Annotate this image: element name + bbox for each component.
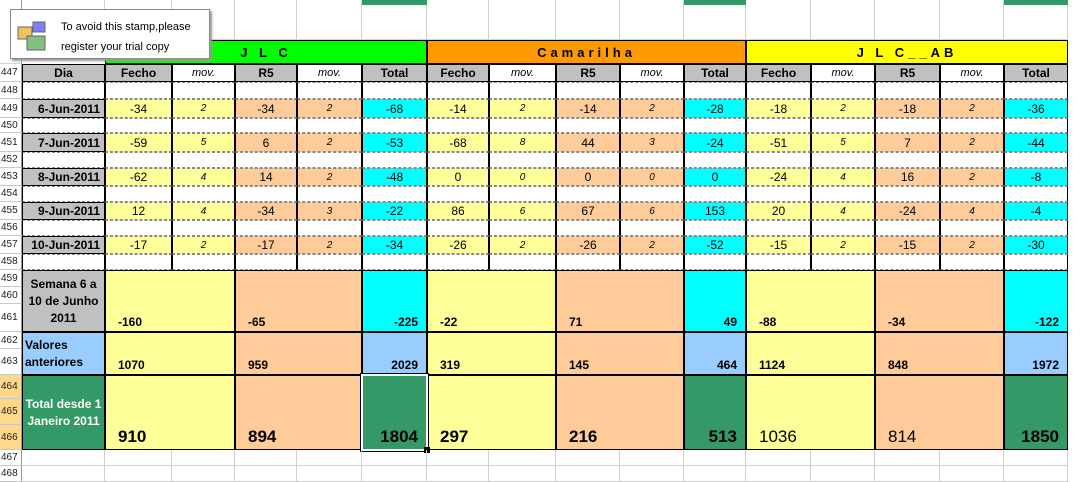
semana-value[interactable]: 71 <box>556 270 684 332</box>
header-fecho: Fecho <box>746 64 811 82</box>
value-cell[interactable]: -28 <box>684 99 746 118</box>
value-cell[interactable]: 4 <box>172 168 235 186</box>
value-cell[interactable]: 2 <box>172 236 235 254</box>
blank-cell[interactable] <box>22 82 105 99</box>
row-header-462[interactable]: 462 <box>0 332 22 349</box>
cell[interactable] <box>489 0 556 40</box>
value-cell[interactable]: 3 <box>620 133 684 152</box>
cell[interactable] <box>297 466 362 482</box>
blank-cell[interactable] <box>620 254 684 270</box>
cell[interactable] <box>746 0 811 40</box>
blank-cell[interactable] <box>620 152 684 168</box>
blank-cell[interactable] <box>105 82 172 99</box>
total_desde-value[interactable]: 1804 <box>362 375 427 450</box>
cell[interactable] <box>556 466 620 482</box>
value-cell[interactable]: -26 <box>556 236 620 254</box>
header-r5: R5 <box>556 64 620 82</box>
value-cell[interactable]: 3 <box>297 202 362 220</box>
blank-cell[interactable] <box>684 220 746 236</box>
blank-cell[interactable] <box>489 152 556 168</box>
blank-cell[interactable] <box>684 186 746 202</box>
blank-cell[interactable] <box>875 118 940 133</box>
value-cell[interactable]: -26 <box>427 236 489 254</box>
cell[interactable] <box>22 466 105 482</box>
blank-cell[interactable] <box>427 152 489 168</box>
group-header-1: J L C <box>105 40 427 64</box>
value-cell[interactable]: -14 <box>556 99 620 118</box>
row-header-456[interactable]: 456 <box>0 220 22 236</box>
blank-cell[interactable] <box>235 118 297 133</box>
value-cell[interactable]: 2 <box>297 133 362 152</box>
blank-cell[interactable] <box>684 118 746 133</box>
date-cell[interactable]: 10-Jun-2011 <box>22 236 105 254</box>
cell[interactable] <box>235 450 297 466</box>
blank-cell[interactable] <box>684 82 746 99</box>
value-cell[interactable]: 2 <box>940 168 1004 186</box>
value-cell[interactable]: 2 <box>297 99 362 118</box>
blank-cell[interactable] <box>556 82 620 99</box>
semana-value[interactable]: -22 <box>427 270 556 332</box>
cell[interactable] <box>875 0 940 40</box>
row-header-459[interactable]: 459 <box>0 270 22 287</box>
trial-stamp[interactable] <box>10 9 210 59</box>
semana-value[interactable]: -160 <box>105 270 235 332</box>
cell[interactable] <box>362 0 427 40</box>
blank-cell[interactable] <box>746 186 811 202</box>
value-cell[interactable]: 0 <box>684 168 746 186</box>
blank-cell[interactable] <box>940 118 1004 133</box>
blank-cell[interactable] <box>235 186 297 202</box>
blank-cell[interactable] <box>811 220 875 236</box>
date-cell[interactable]: 8-Jun-2011 <box>22 168 105 186</box>
blank-cell[interactable] <box>489 82 556 99</box>
value-cell[interactable]: -34 <box>235 202 297 220</box>
value-cell[interactable]: 0 <box>620 168 684 186</box>
row-header-451[interactable]: 451 <box>0 133 22 152</box>
value-cell[interactable]: -59 <box>105 133 172 152</box>
blank-cell[interactable] <box>875 220 940 236</box>
value-cell[interactable]: 2 <box>940 133 1004 152</box>
cell[interactable] <box>684 466 746 482</box>
blank-cell[interactable] <box>105 186 172 202</box>
blank-cell[interactable] <box>172 118 235 133</box>
value-cell[interactable]: 4 <box>811 202 875 220</box>
blank-cell[interactable] <box>297 220 362 236</box>
value-cell[interactable]: 5 <box>811 133 875 152</box>
blank-cell[interactable] <box>362 82 427 99</box>
header-mov: mov. <box>620 64 684 82</box>
anteriores-value[interactable]: 319 <box>427 332 556 375</box>
header-total: Total <box>362 64 427 82</box>
total_desde-label: Total desde 1 Janeiro 2011 <box>22 375 105 450</box>
value-cell[interactable]: 2 <box>489 99 556 118</box>
blank-cell[interactable] <box>297 152 362 168</box>
blank-cell[interactable] <box>746 118 811 133</box>
row-header-454[interactable]: 454 <box>0 186 22 202</box>
cell[interactable] <box>235 0 297 40</box>
cell <box>1004 0 1068 5</box>
total_desde-value[interactable]: 297 <box>427 375 556 450</box>
date-cell[interactable]: 6-Jun-2011 <box>22 99 105 118</box>
blank-cell[interactable] <box>875 254 940 270</box>
blank-cell[interactable] <box>22 254 105 270</box>
cell[interactable] <box>297 450 362 466</box>
header-fecho: Fecho <box>427 64 489 82</box>
value-cell[interactable]: 2 <box>620 236 684 254</box>
header-r5: R5 <box>875 64 940 82</box>
blank-cell[interactable] <box>940 254 1004 270</box>
value-cell[interactable]: 2 <box>811 236 875 254</box>
cell[interactable] <box>940 0 1004 40</box>
blank-cell[interactable] <box>620 220 684 236</box>
anteriores-value[interactable]: 464 <box>684 332 746 375</box>
blank-cell[interactable] <box>172 152 235 168</box>
anteriores-value[interactable]: 1124 <box>746 332 875 375</box>
group-header-3: J L C__AB <box>746 40 1068 64</box>
cell[interactable] <box>1004 450 1068 466</box>
cell[interactable] <box>684 0 746 40</box>
blank-cell[interactable] <box>105 152 172 168</box>
anteriores-value[interactable]: 848 <box>875 332 1004 375</box>
stamp-app-icon <box>17 18 53 54</box>
value-cell[interactable]: 2 <box>489 236 556 254</box>
group-header-2: Camarilha <box>427 40 746 64</box>
row-header-463[interactable]: 463 <box>0 349 22 375</box>
cell[interactable] <box>1004 0 1068 40</box>
value-cell[interactable]: 6 <box>489 202 556 220</box>
cell[interactable] <box>427 0 489 40</box>
blank-cell[interactable] <box>172 186 235 202</box>
blank-cell[interactable] <box>875 152 940 168</box>
stamp-line1: To avoid this stamp,please <box>61 21 191 33</box>
header-total: Total <box>684 64 746 82</box>
blank-cell[interactable] <box>746 152 811 168</box>
blank-cell[interactable] <box>22 186 105 202</box>
value-cell[interactable]: -18 <box>875 99 940 118</box>
blank-cell[interactable] <box>297 118 362 133</box>
value-cell[interactable]: -68 <box>362 99 427 118</box>
row-header-458[interactable]: 458 <box>0 254 22 270</box>
blank-cell[interactable] <box>235 220 297 236</box>
row-header-468[interactable]: 468 <box>0 466 22 482</box>
semana-label: Semana 6 a 10 de Junho 2011 <box>22 270 105 332</box>
blank-cell[interactable] <box>940 152 1004 168</box>
blank-cell[interactable] <box>22 152 105 168</box>
value-cell[interactable]: 2 <box>940 99 1004 118</box>
blank-cell[interactable] <box>811 118 875 133</box>
blank-cell[interactable] <box>940 220 1004 236</box>
header-dia: Dia <box>22 64 105 82</box>
value-cell[interactable]: 20 <box>746 202 811 220</box>
total_desde-value[interactable]: 513 <box>684 375 746 450</box>
value-cell[interactable]: 2 <box>620 99 684 118</box>
semana-value[interactable]: -122 <box>1004 270 1068 332</box>
value-cell[interactable]: -51 <box>746 133 811 152</box>
header-total: Total <box>1004 64 1068 82</box>
blank-cell[interactable] <box>1004 82 1068 99</box>
cell[interactable] <box>362 466 427 482</box>
cell[interactable] <box>556 450 620 466</box>
row-header-453[interactable]: 453 <box>0 168 22 186</box>
value-cell[interactable]: 44 <box>556 133 620 152</box>
cell[interactable] <box>1004 466 1068 482</box>
blank-cell[interactable] <box>105 118 172 133</box>
value-cell[interactable]: 6 <box>235 133 297 152</box>
blank-cell[interactable] <box>105 254 172 270</box>
row-header-448[interactable]: 448 <box>0 82 22 99</box>
cell[interactable] <box>22 450 105 466</box>
value-cell[interactable]: 2 <box>297 168 362 186</box>
value-cell[interactable]: -34 <box>105 99 172 118</box>
blank-cell[interactable] <box>235 82 297 99</box>
blank-cell[interactable] <box>684 254 746 270</box>
stamp-line2: register your trial copy <box>61 41 170 53</box>
blank-cell[interactable] <box>1004 254 1068 270</box>
anteriores-value[interactable]: 2029 <box>362 332 427 375</box>
cell[interactable] <box>105 466 172 482</box>
value-cell[interactable]: -53 <box>362 133 427 152</box>
row-header-447[interactable]: 447 <box>0 64 22 82</box>
anteriores-value[interactable]: 1070 <box>105 332 235 375</box>
cell[interactable] <box>620 466 684 482</box>
value-cell[interactable]: 0 <box>427 168 489 186</box>
value-cell[interactable]: -24 <box>875 202 940 220</box>
header-mov: mov. <box>811 64 875 82</box>
value-cell[interactable]: -18 <box>746 99 811 118</box>
cell[interactable] <box>746 450 811 466</box>
blank-cell[interactable] <box>362 152 427 168</box>
value-cell[interactable]: -17 <box>235 236 297 254</box>
date-cell[interactable]: 7-Jun-2011 <box>22 133 105 152</box>
row-header-455[interactable]: 455 <box>0 202 22 220</box>
total_desde-value[interactable]: 910 <box>105 375 235 450</box>
value-cell[interactable]: -34 <box>235 99 297 118</box>
blank-cell[interactable] <box>427 186 489 202</box>
blank-cell[interactable] <box>684 152 746 168</box>
total_desde-value[interactable]: 814 <box>875 375 1004 450</box>
header-mov: mov. <box>489 64 556 82</box>
cell[interactable] <box>620 450 684 466</box>
value-cell[interactable]: -34 <box>362 236 427 254</box>
blank-cell[interactable] <box>297 254 362 270</box>
row-header-449[interactable]: 449 <box>0 99 22 118</box>
blank-cell[interactable] <box>875 82 940 99</box>
cell <box>362 0 427 5</box>
value-cell[interactable]: -36 <box>1004 99 1068 118</box>
blank-cell[interactable] <box>235 152 297 168</box>
value-cell[interactable]: 6 <box>620 202 684 220</box>
value-cell[interactable]: -8 <box>1004 168 1068 186</box>
blank-cell[interactable] <box>362 118 427 133</box>
blank-cell[interactable] <box>620 118 684 133</box>
row-header-466[interactable]: 466 <box>0 425 22 450</box>
cell[interactable] <box>620 0 684 40</box>
value-cell[interactable]: 5 <box>172 133 235 152</box>
value-cell[interactable]: -52 <box>684 236 746 254</box>
value-cell[interactable]: 4 <box>172 202 235 220</box>
value-cell[interactable]: 153 <box>684 202 746 220</box>
total_desde-value[interactable]: 1036 <box>746 375 875 450</box>
semana-value[interactable]: 49 <box>684 270 746 332</box>
cell[interactable] <box>235 466 297 482</box>
row-header-465[interactable]: 465 <box>0 399 22 425</box>
cell[interactable] <box>489 450 556 466</box>
value-cell[interactable]: 2 <box>172 99 235 118</box>
value-cell[interactable]: -44 <box>1004 133 1068 152</box>
blank-cell[interactable] <box>489 254 556 270</box>
blank-cell[interactable] <box>22 118 105 133</box>
blank-cell[interactable] <box>1004 220 1068 236</box>
semana-value[interactable]: -88 <box>746 270 875 332</box>
blank-cell[interactable] <box>875 186 940 202</box>
value-cell[interactable]: -22 <box>362 202 427 220</box>
blank-cell[interactable] <box>620 186 684 202</box>
cell[interactable] <box>362 450 427 466</box>
blank-cell[interactable] <box>811 82 875 99</box>
cell[interactable] <box>556 0 620 40</box>
blank-cell[interactable] <box>556 152 620 168</box>
blank-cell[interactable] <box>811 152 875 168</box>
value-cell[interactable]: 16 <box>875 168 940 186</box>
value-cell[interactable]: 67 <box>556 202 620 220</box>
anteriores-value[interactable]: 145 <box>556 332 684 375</box>
total_desde-value[interactable]: 216 <box>556 375 684 450</box>
blank-cell[interactable] <box>427 82 489 99</box>
cell[interactable] <box>427 466 489 482</box>
blank-cell[interactable] <box>556 118 620 133</box>
value-cell[interactable]: -15 <box>875 236 940 254</box>
blank-cell[interactable] <box>811 186 875 202</box>
header-mov: mov. <box>172 64 235 82</box>
cell[interactable] <box>940 450 1004 466</box>
blank-cell[interactable] <box>1004 186 1068 202</box>
blank-cell[interactable] <box>362 220 427 236</box>
date-cell[interactable]: 9-Jun-2011 <box>22 202 105 220</box>
row-header-461[interactable]: 461 <box>0 304 22 332</box>
anteriores-label: Valores anteriores <box>22 332 105 375</box>
blank-cell[interactable] <box>620 82 684 99</box>
value-cell[interactable]: 86 <box>427 202 489 220</box>
blank-cell[interactable] <box>556 186 620 202</box>
total_desde-value[interactable]: 1850 <box>1004 375 1068 450</box>
blank-cell[interactable] <box>172 254 235 270</box>
value-cell[interactable]: 8 <box>489 133 556 152</box>
blank-cell[interactable] <box>172 220 235 236</box>
blank-cell[interactable] <box>556 254 620 270</box>
cell[interactable] <box>172 466 235 482</box>
value-cell[interactable]: -62 <box>105 168 172 186</box>
blank-cell[interactable] <box>297 82 362 99</box>
blank-cell[interactable] <box>489 220 556 236</box>
blank-cell[interactable] <box>362 254 427 270</box>
semana-value[interactable]: -225 <box>362 270 427 332</box>
value-cell[interactable]: 0 <box>489 168 556 186</box>
value-cell[interactable]: -68 <box>427 133 489 152</box>
cell[interactable] <box>811 450 875 466</box>
blank-cell[interactable] <box>746 220 811 236</box>
value-cell[interactable]: 7 <box>875 133 940 152</box>
row-header-450[interactable]: 450 <box>0 118 22 133</box>
value-cell[interactable]: -4 <box>1004 202 1068 220</box>
semana-value[interactable]: -65 <box>235 270 362 332</box>
blank-cell[interactable] <box>427 220 489 236</box>
blank-cell[interactable] <box>556 220 620 236</box>
semana-value[interactable]: -34 <box>875 270 1004 332</box>
blank-cell[interactable] <box>1004 152 1068 168</box>
blank-cell[interactable] <box>811 254 875 270</box>
row-header-457[interactable]: 457 <box>0 236 22 254</box>
blank-cell[interactable] <box>746 254 811 270</box>
cell <box>684 0 746 5</box>
row-header-464[interactable]: 464 <box>0 375 22 399</box>
anteriores-value[interactable]: 1972 <box>1004 332 1068 375</box>
cell[interactable] <box>746 466 811 482</box>
blank-cell[interactable] <box>297 186 362 202</box>
value-cell[interactable]: -17 <box>105 236 172 254</box>
cell[interactable] <box>172 450 235 466</box>
value-cell[interactable]: 0 <box>556 168 620 186</box>
blank-cell[interactable] <box>22 220 105 236</box>
cell[interactable] <box>684 450 746 466</box>
cell[interactable] <box>427 450 489 466</box>
cell[interactable] <box>489 466 556 482</box>
row-header-460[interactable]: 460 <box>0 287 22 304</box>
blank-cell[interactable] <box>105 220 172 236</box>
blank-cell[interactable] <box>940 186 1004 202</box>
value-cell[interactable]: 2 <box>940 236 1004 254</box>
value-cell[interactable]: -24 <box>684 133 746 152</box>
value-cell[interactable]: -15 <box>746 236 811 254</box>
value-cell[interactable]: 14 <box>235 168 297 186</box>
cell[interactable] <box>297 0 362 40</box>
value-cell[interactable]: -30 <box>1004 236 1068 254</box>
header-mov: mov. <box>940 64 1004 82</box>
blank-cell[interactable] <box>235 254 297 270</box>
value-cell[interactable]: 2 <box>297 236 362 254</box>
blank-cell[interactable] <box>940 82 1004 99</box>
header-r5: R5 <box>235 64 297 82</box>
blank-cell[interactable] <box>427 118 489 133</box>
blank-cell[interactable] <box>489 186 556 202</box>
blank-cell[interactable] <box>427 254 489 270</box>
anteriores-value[interactable]: 959 <box>235 332 362 375</box>
blank-cell[interactable] <box>172 82 235 99</box>
value-cell[interactable]: 12 <box>105 202 172 220</box>
header-mov: mov. <box>297 64 362 82</box>
blank-cell[interactable] <box>746 82 811 99</box>
cell[interactable] <box>940 466 1004 482</box>
value-cell[interactable]: 2 <box>811 99 875 118</box>
row-header-467[interactable]: 467 <box>0 450 22 466</box>
blank-cell[interactable] <box>1004 118 1068 133</box>
cell[interactable] <box>811 0 875 40</box>
value-cell[interactable]: -48 <box>362 168 427 186</box>
cell[interactable] <box>875 450 940 466</box>
value-cell[interactable]: -24 <box>746 168 811 186</box>
header-fecho: Fecho <box>105 64 172 82</box>
cell[interactable] <box>105 450 172 466</box>
value-cell[interactable]: 4 <box>811 168 875 186</box>
blank-cell[interactable] <box>362 186 427 202</box>
value-cell[interactable]: -14 <box>427 99 489 118</box>
blank-cell[interactable] <box>489 118 556 133</box>
cell[interactable] <box>811 466 875 482</box>
cell[interactable] <box>875 466 940 482</box>
value-cell[interactable]: 4 <box>940 202 1004 220</box>
row-header-452[interactable]: 452 <box>0 152 22 168</box>
total_desde-value[interactable]: 894 <box>235 375 362 450</box>
